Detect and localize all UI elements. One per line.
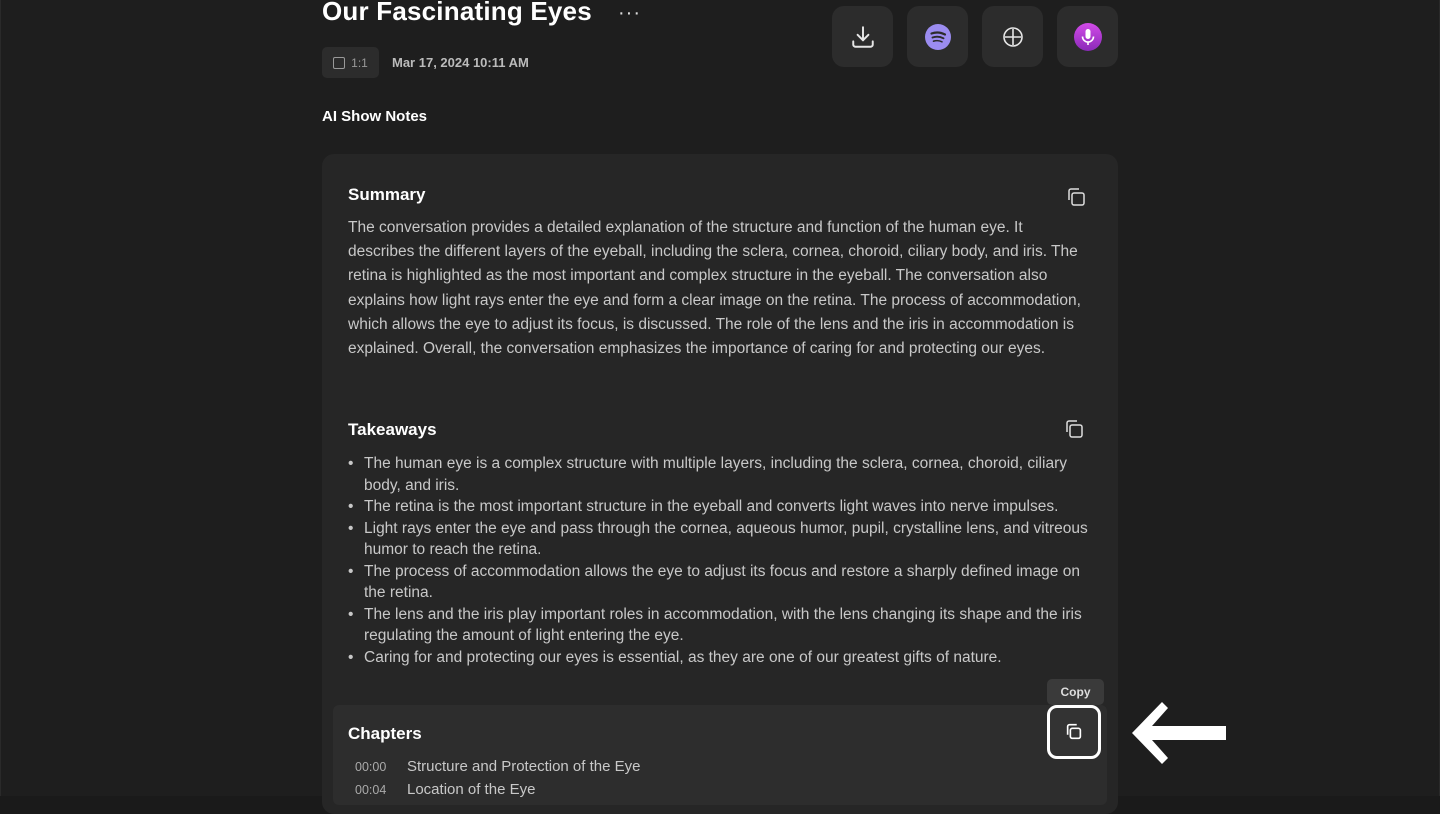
page-title: Our Fascinating Eyes — [322, 0, 592, 26]
summary-copy-icon[interactable] — [1065, 186, 1087, 208]
spotify-icon — [924, 23, 952, 51]
list-item: • Caring for and protecting our eyes is essential, as they are one of our greatest gifts of nature. — [348, 647, 1093, 669]
podcasts-icon — [1073, 22, 1103, 52]
chapters-title: Chapters — [348, 724, 422, 743]
download-icon — [850, 24, 876, 50]
spotify-button[interactable] — [907, 6, 968, 67]
list-item: • The human eye is a complex structure with multiple layers, including the sclera, cornea, choroid, ciliary body, and iris. — [348, 453, 1093, 496]
download-button[interactable] — [832, 6, 893, 67]
chapter-timestamp[interactable]: 00:00 — [355, 760, 387, 774]
pointer-arrow-icon — [1130, 700, 1230, 766]
copy-tooltip: Copy — [1047, 679, 1104, 705]
chapter-row[interactable] — [355, 781, 535, 798]
chapter-row[interactable] — [355, 758, 640, 775]
takeaways-copy-icon[interactable] — [1063, 418, 1085, 440]
podcasts-button[interactable] — [1057, 6, 1118, 67]
show-notes-heading: AI Show Notes — [322, 108, 428, 125]
chapters-copy-button[interactable] — [1047, 705, 1101, 759]
copy-icon — [1064, 722, 1084, 742]
list-item: • The lens and the iris play important roles in accommodation, with the lens changing its shape and the iris regulating the amount of light entering the eye. — [348, 604, 1093, 647]
takeaways-title: Takeaways — [348, 420, 437, 439]
chapter-label: Structure and Protection of the Eye — [407, 758, 641, 775]
square-icon — [333, 57, 345, 69]
list-item: • The retina is the most important structure in the eyeball and converts light waves into nerve impulses. — [348, 496, 1093, 518]
aspect-ratio-badge[interactable] — [322, 47, 379, 78]
aspect-ratio-label: 1:1 — [351, 55, 368, 70]
list-item: • Light rays enter the eye and pass through the cornea, aqueous humor, pupil, crystalline lens, and vitreous humor to reach the retina. — [348, 518, 1093, 561]
summary-text: The conversation provides a detailed explanation of the structure and function of the human eye. It describes the different layers of the eyeball, including the sclera, cornea, choroid, ciliary body, and iris. The retina is highlighted as the most important and complex structure in the eyeball. The conversation also explains how light rays enter the eye and form a clear image on the retina. The process of accommodation, which allows the eye to adjust its focus, is discussed. The role of the lens and the iris in accommodation is explained. Overall, the conversation emphasizes the importance of caring for and protecting our eyes. — [348, 219, 1081, 358]
date-label: Mar 17, 2024 10:11 AM — [392, 55, 529, 70]
summary-title: Summary — [348, 185, 426, 204]
takeaways-list — [348, 453, 1093, 668]
add-button[interactable] — [982, 6, 1043, 67]
more-options-button[interactable]: ··· — [618, 2, 641, 24]
chapter-timestamp[interactable]: 00:04 — [355, 783, 387, 797]
add-circle-icon — [1001, 25, 1025, 49]
list-item: • The process of accommodation allows the eye to adjust its focus and restore a sharply defined image on the retina. — [348, 561, 1093, 604]
chapter-label: Location of the Eye — [407, 781, 536, 798]
